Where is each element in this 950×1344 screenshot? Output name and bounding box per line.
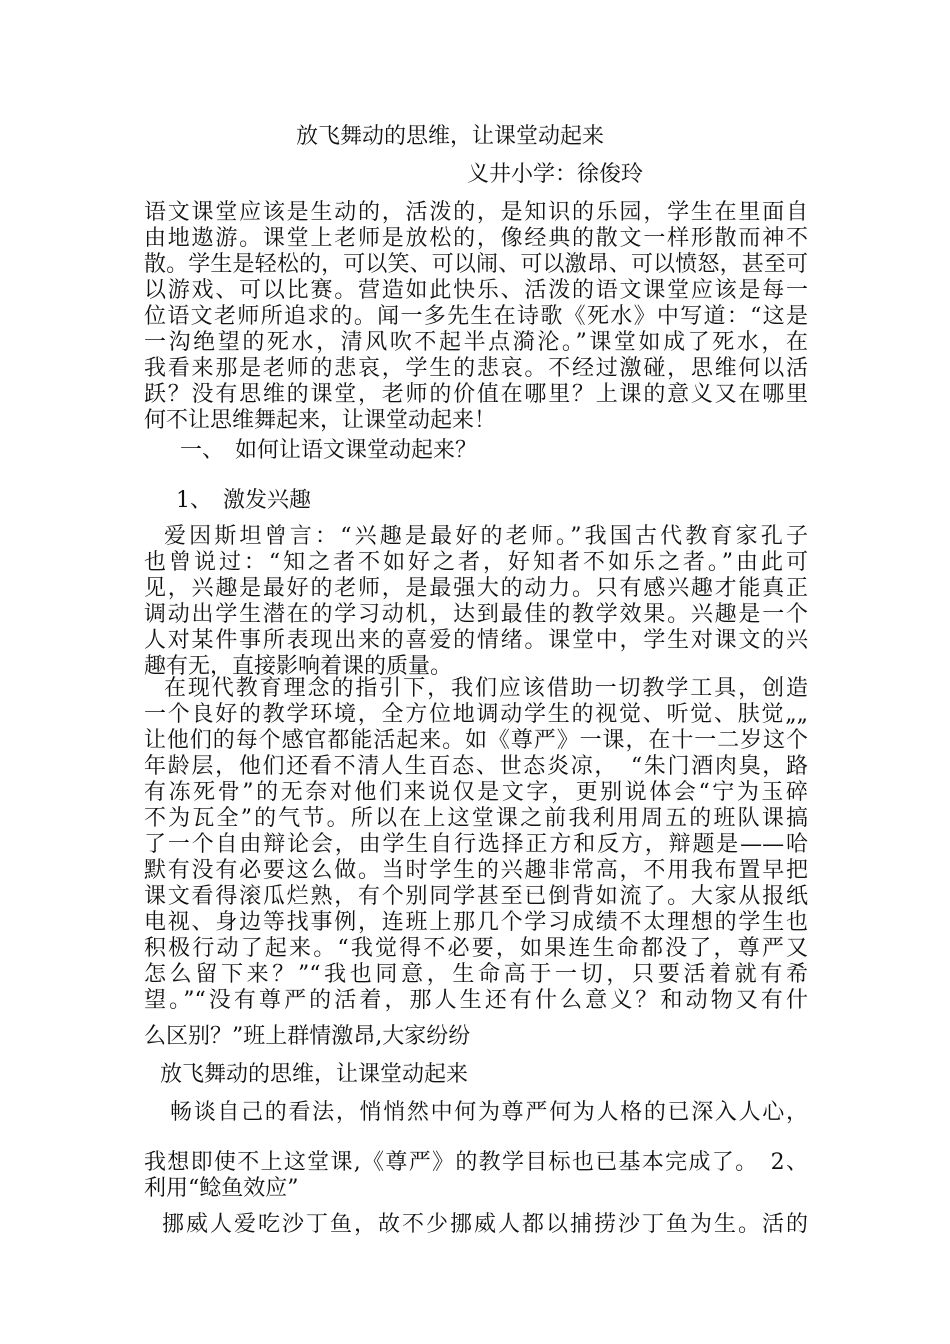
paragraph-line: 让他们的每个感官都能活起来。如《尊严》一课，在十一二岁这个 bbox=[144, 728, 808, 753]
paragraph-line: 语文课堂应该是生动的，活泼的，是知识的乐园，学生在里面自 bbox=[144, 200, 808, 225]
paragraph-line: 散。学生是轻松的，可以笑、可以闹、可以激昂、可以愤怒，甚至可 bbox=[144, 252, 808, 277]
subsection-heading: 利用“鲶鱼效应” bbox=[144, 1176, 299, 1201]
paragraph-line: 望。”“没有尊严的活着，那人生还有什么意义？和动物又有什 bbox=[144, 988, 808, 1013]
paragraph-line: 畅谈自己的看法，悄悄然中何为尊严何为人格的已深入人心， bbox=[170, 1100, 808, 1125]
paragraph-line: 了一个自由辩论会，由学生自行选择正方和反方，辩题是——哈 bbox=[144, 832, 808, 857]
paragraph-line: 一个良好的教学环境，全方位地调动学生的视觉、听觉、肤觉„„ bbox=[144, 702, 808, 727]
document-title: 放飞舞动的思维，让课堂动起来 bbox=[296, 124, 605, 149]
paragraph-line: 不为瓦全”的气节。所以在上这堂课之前我利用周五的班队课搞 bbox=[144, 806, 808, 831]
paragraph-line: 跃？没有思维的课堂，老师的价值在哪里？上课的意义又在哪里 bbox=[144, 382, 808, 407]
paragraph-line: 默有没有必要这么做。当时学生的兴趣非常高，不用我布置早把 bbox=[144, 858, 808, 883]
paragraph-line: 我看来那是老师的悲哀，学生的悲哀。不经过激碰，思维何以活 bbox=[144, 356, 808, 381]
document-author: 义井小学：徐俊玲 bbox=[467, 162, 644, 187]
paragraph-line: 怎么留下来？”“我也同意，生命高于一切，只要活着就有希 bbox=[144, 962, 808, 987]
paragraph-line: 挪威人爱吃沙丁鱼，故不少挪威人都以捕捞沙丁鱼为生。活的 bbox=[162, 1212, 808, 1237]
running-header: 放飞舞动的思维，让课堂动起来 bbox=[160, 1062, 469, 1087]
paragraph-line: 趣有无，直接影响着课的质量。 bbox=[144, 654, 453, 679]
paragraph-line: 人对某件事所表现出来的喜爱的情绪。课堂中，学生对课文的兴 bbox=[144, 628, 808, 653]
paragraph-line: 何不让思维舞起来，让课堂动起来！ bbox=[144, 408, 497, 433]
subsection-heading: 1、 激发兴趣 bbox=[176, 488, 311, 513]
section-heading: 一、 如何让语文课堂动起来？ bbox=[180, 438, 478, 463]
paragraph-line: 有冻死骨”的无奈对他们来说仅是文字，更别说体会“宁为玉碎 bbox=[144, 780, 808, 805]
paragraph-line: 见，兴趣是最好的老师，是最强大的动力。只有感兴趣才能真正 bbox=[144, 576, 808, 601]
paragraph-line: 年龄层，他们还看不清人生百态、世态炎凉， “朱门酒肉臭，路 bbox=[144, 754, 808, 779]
paragraph-line: 调动出学生潜在的学习动机，达到最佳的教学效果。兴趣是一个 bbox=[144, 602, 808, 627]
paragraph-line: 以游戏、可以比赛。营造如此快乐、活泼的语文课堂应该是每一 bbox=[144, 278, 808, 303]
paragraph-line: 一沟绝望的死水，清风吹不起半点漪沦。”课堂如成了死水，在 bbox=[144, 330, 808, 355]
paragraph-line: 我想即使不上这堂课,《尊严》的教学目标也已基本完成了。 2、 bbox=[144, 1150, 808, 1175]
paragraph-line: 课文看得滚瓜烂熟，有个别同学甚至已倒背如流了。大家从报纸 bbox=[144, 884, 808, 909]
paragraph-line: 么区别？”班上群情激昂,大家纷纷 bbox=[144, 1024, 471, 1049]
paragraph-line: 在现代教育理念的指引下，我们应该借助一切教学工具，创造 bbox=[164, 676, 808, 701]
paragraph-line: 由地遨游。课堂上老师是放松的，像经典的散文一样形散而神不 bbox=[144, 226, 808, 251]
paragraph-line: 积极行动了起来。“我觉得不必要，如果连生命都没了，尊严又 bbox=[144, 936, 808, 961]
paragraph-line: 位语文老师所追求的。闻一多先生在诗歌《死水》中写道：“这是 bbox=[144, 304, 808, 329]
paragraph-line: 也曾说过：“知之者不如好之者，好知者不如乐之者。”由此可 bbox=[144, 550, 808, 575]
paragraph-line: 电视、身边等找事例，连班上那几个学习成绩不太理想的学生也 bbox=[144, 910, 808, 935]
paragraph-line: 爱因斯坦曾言：“兴趣是最好的老师。”我国古代教育家孔子 bbox=[164, 524, 808, 549]
